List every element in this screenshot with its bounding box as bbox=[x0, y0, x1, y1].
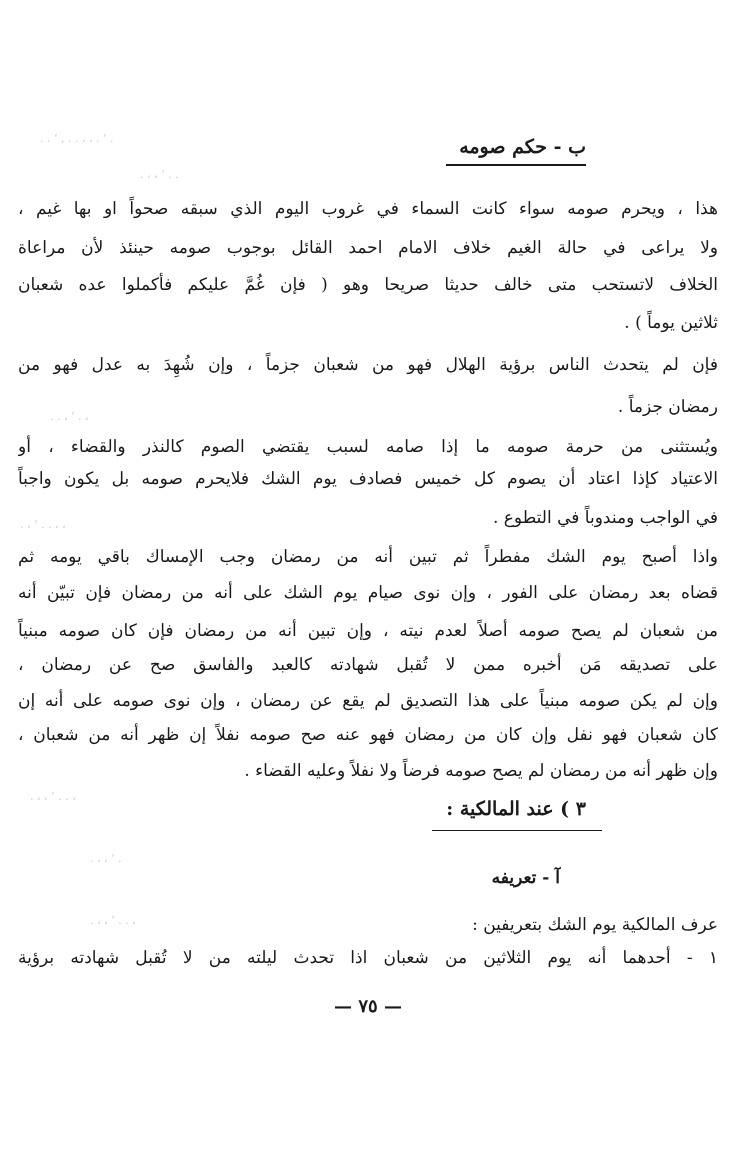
text-line: ولا يراعى في حالة الغيم خلاف الامام احمد القائل بوجوب صومه حينئذ لأن مراعاة bbox=[18, 238, 718, 258]
section-heading-b: ب - حكم صومه bbox=[459, 136, 586, 158]
subheading-definition: آ - تعريفه bbox=[491, 868, 560, 888]
text-line: رمضان جزماً . bbox=[617, 397, 718, 417]
text-line: قضاه بعد رمضان على الفور ، وإن نوى صيام يوم الشك على أنه من رمضان فإن تبيّن أنه bbox=[18, 583, 718, 603]
text-line: في الواجب ومندوباً في التطوع . bbox=[492, 508, 718, 528]
faint-show-through-text: . ، ، ‘ . bbox=[90, 852, 122, 865]
text-line: هذا ، ويحرم صومه سواء كانت السماء في غروب اليوم الذي سبقه صحواً او بها غيم ، bbox=[18, 199, 718, 219]
faint-show-through-text: . ، ‘ . . ، ، bbox=[20, 518, 66, 531]
faint-show-through-text: . ، ، ‘ . . ، bbox=[90, 914, 136, 927]
heading-underline bbox=[446, 164, 586, 166]
text-line: من شعبان لم يصح صومه أصلاً لعدم نيته ، وإن تبين أنه من رمضان فإن كان صومه مبنياً bbox=[18, 621, 718, 641]
text-line: واذا أصبح يوم الشك مفطراً ثم تبين أنه من رمضان وجب الإمساك باقي يومه ثم bbox=[18, 547, 718, 567]
text-line: ١ - أحدهما أنه يوم الثلاثين من شعبان اذا تحدث ليلته من لا تُقبل شهادته برؤية bbox=[18, 948, 718, 968]
text-line: ثلاثين يوماً ) . bbox=[624, 313, 718, 333]
heading-underline bbox=[432, 830, 602, 831]
text-line: الخلاف لاتستحب متى خالف حديثا صريحا وهو ( فإن غُمَّ عليكم فأكملوا عده شعبان bbox=[18, 275, 718, 295]
faint-show-through-text: . ، ، ‘ . . bbox=[140, 168, 179, 181]
text-line: فإن لم يتحدث الناس برؤية الهلال فهو من شعبان جزماً ، وإن شُهِدَ به عدل فهو من bbox=[18, 355, 718, 375]
text-line: وإن ظهر أنه من رمضان لم يصح صومه فرضاً ولا نفلاً وعليه القضاء . bbox=[244, 761, 718, 781]
faint-show-through-text: . ، ، ‘ . . ، bbox=[30, 790, 76, 803]
page-number: — ٧٥ — bbox=[334, 996, 402, 1017]
faint-show-through-text: . . ‘ ‚ . . ، ، . ’ . bbox=[40, 132, 114, 145]
text-line: ويُستثنى من حرمة صومه ما إذا صامه لسبب يقتضي الصوم كالنذر والقضاء ، أو bbox=[18, 437, 718, 457]
text-line: الاعتياد كإذا اعتاد أن يصوم كل خميس فصادف يوم الشك فلايحرم صومه بل يكون واجباً bbox=[18, 469, 718, 489]
text-line: عرف المالكية يوم الشك بتعريفين : bbox=[472, 915, 718, 935]
faint-show-through-text: . . ، ‘ . ، bbox=[50, 410, 89, 423]
text-line: وإن لم يكن صومه مبنياً على هذا التصديق لم يقع عن رمضان ، وإن نوى صومه على أنه إن bbox=[18, 691, 718, 711]
text-line: كان شعبان فهو نفل وإن كان من رمضان فهو عنه صح صومه نفلاً إن ظهر أنه من شعبان ، bbox=[18, 725, 718, 745]
text-line: على تصديقه مَن أخبره ممن لا تُقبل شهادته كالعبد والفاسق صح عن رمضان ، bbox=[18, 655, 718, 675]
section-heading-maliki: ٣ ) عند المالكية : bbox=[446, 798, 586, 820]
